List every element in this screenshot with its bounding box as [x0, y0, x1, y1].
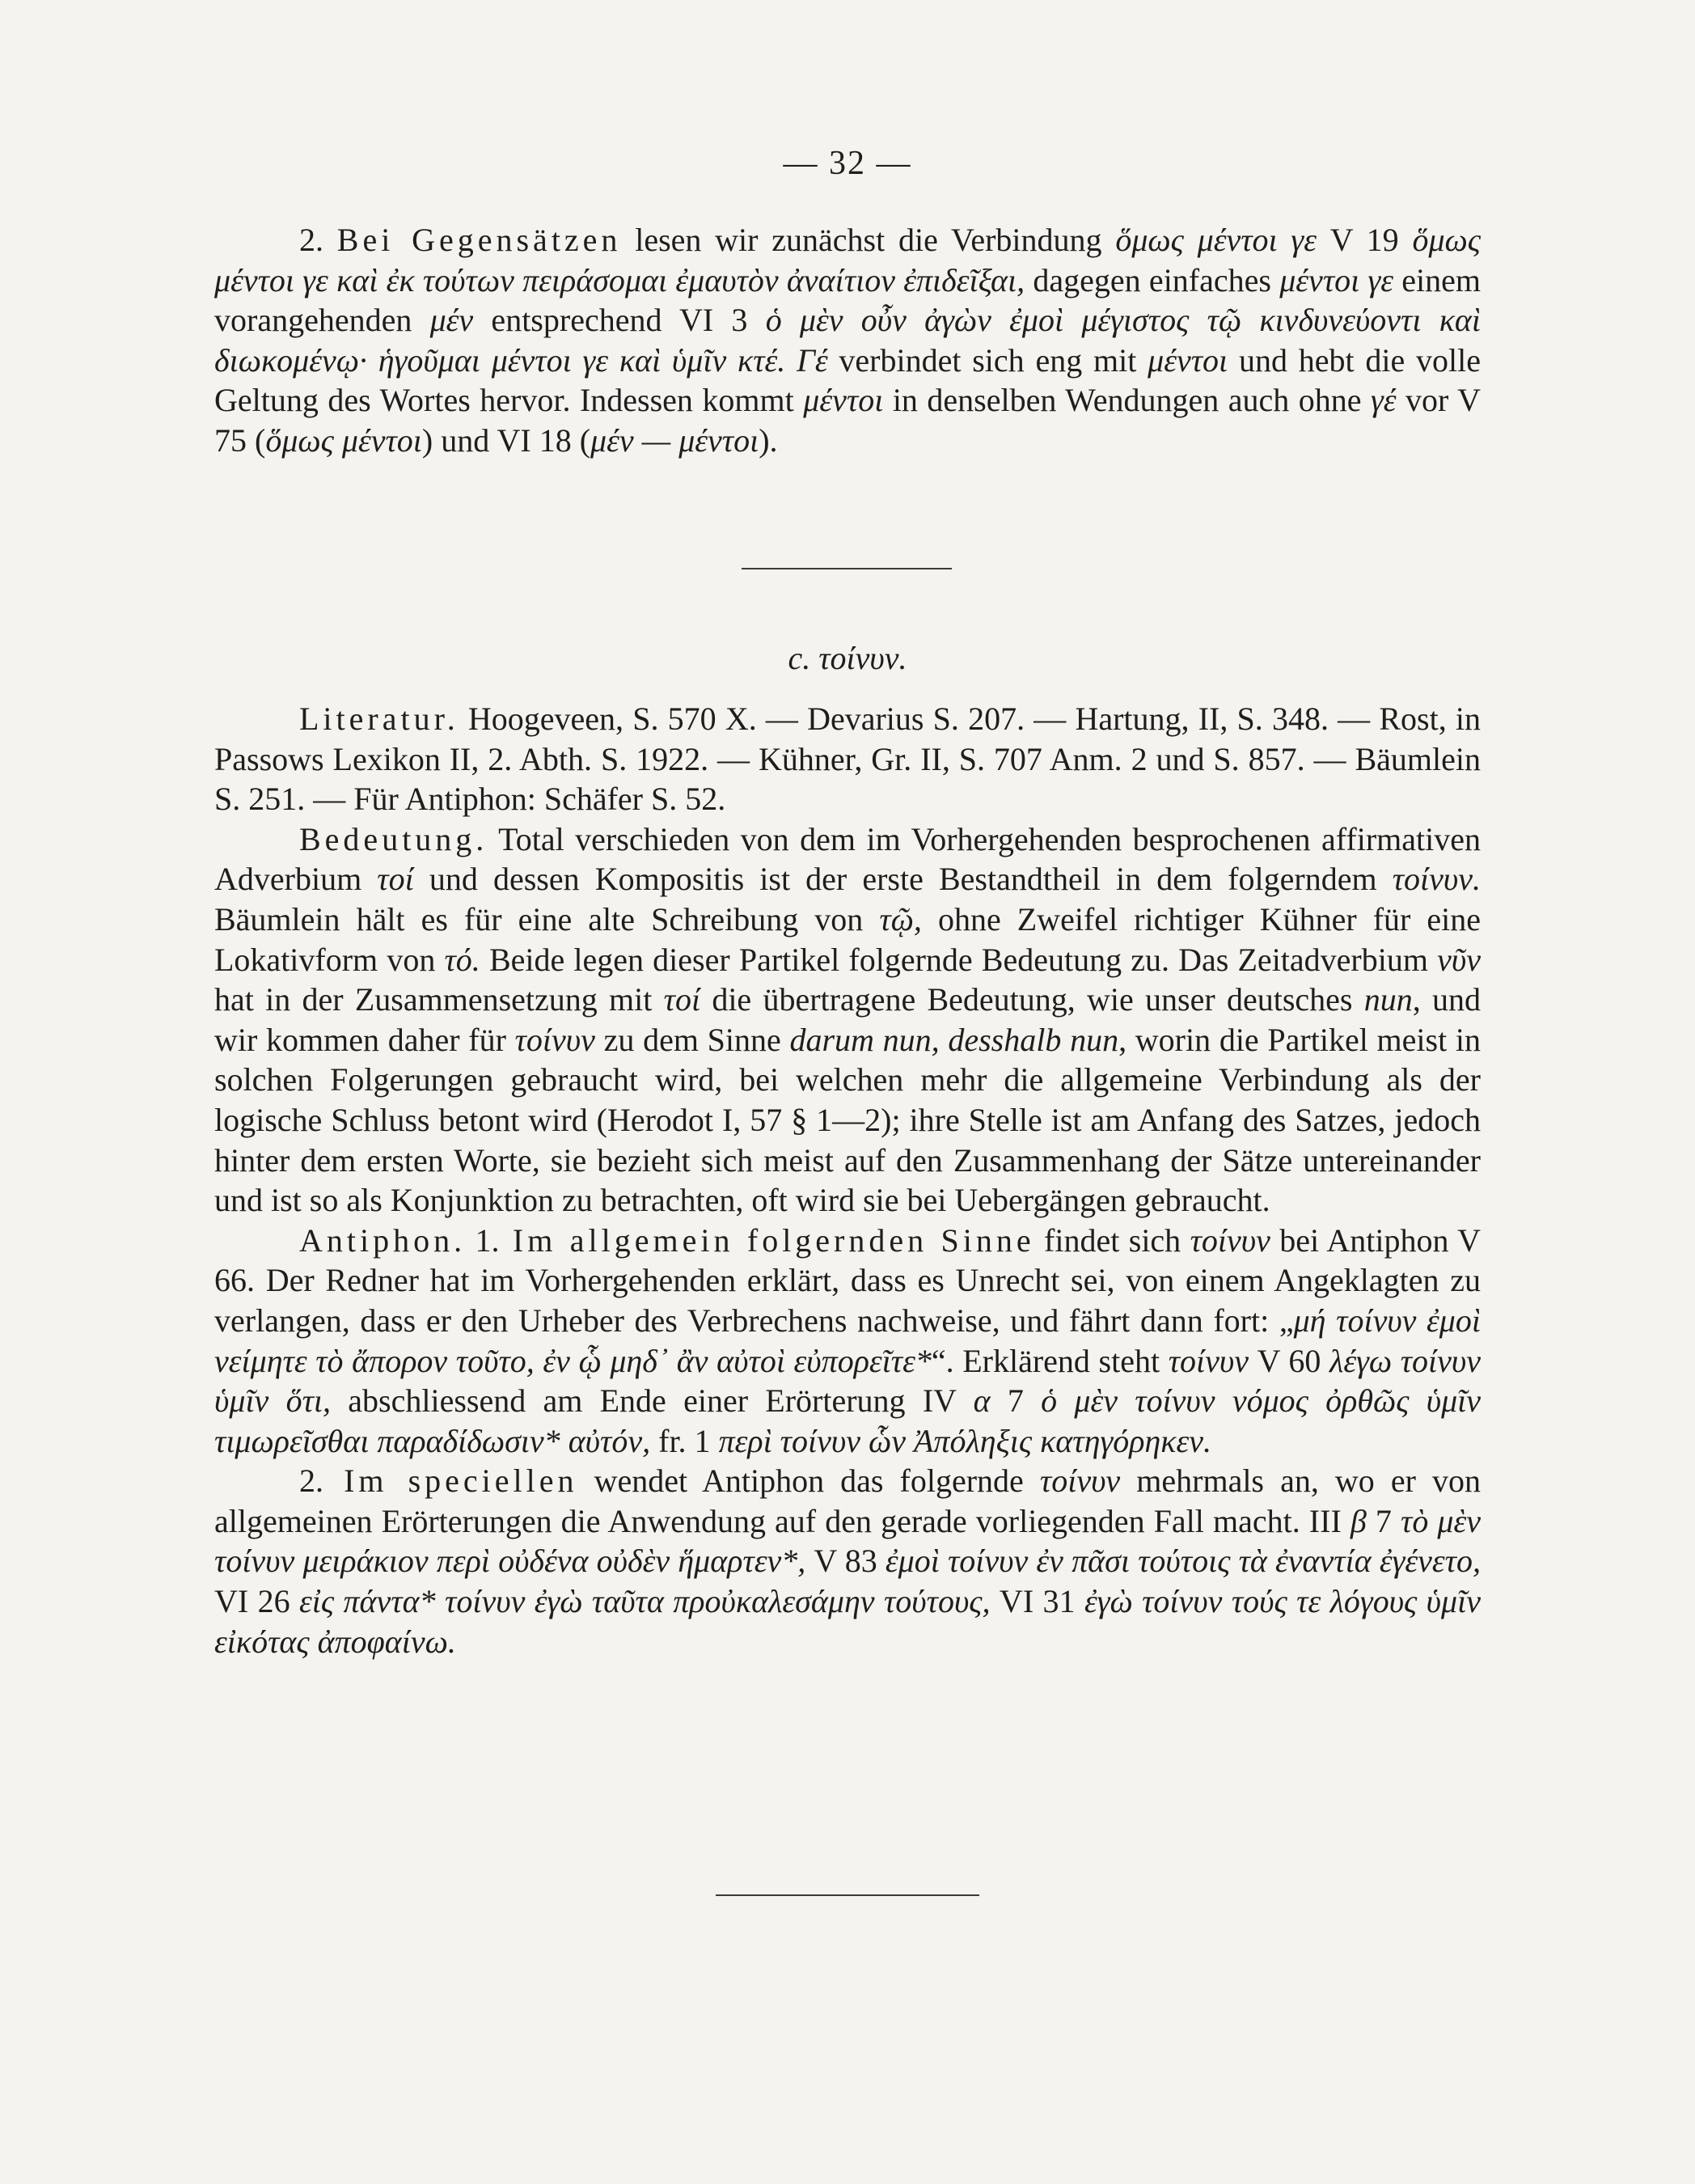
section-divider [742, 568, 952, 569]
paragraph-antiphon-2: 2. Im speciellen wendet Antiphon das folgernde τοίνυν mehrmals an, wo er von allgemeinen Erörterungen die Anwendung auf den gerade vorliegenden Fall macht. III β 7 τὸ μὲν τοίνυν μειράκιον περὶ οὐδένα οὐδὲν ἥμαρτεν*, V 83 ἐμοὶ τοίνυν ἐν πᾶσι τούτοις τὰ ἐναντία ἐγένετο, VI 26 εἰς πάντα* τοίνυν ἐγὼ ταῦτα προὐκαλεσάμην τούτους, VI 31 ἐγὼ τοίνυν τούς τε λόγους ὑμῖν εἰκότας ἀποφαίνω. [214, 1462, 1482, 1660]
greek-text: τῷ, [879, 900, 922, 938]
greek-text: εἰς πάντα* τοίνυν ἐγὼ ταῦτα προὐκαλεσάμην τούτους, [299, 1583, 991, 1620]
greek-text: τοί [663, 981, 701, 1018]
greek-text: ὅμως μέντοι [265, 421, 422, 459]
greek-text: μέντοι [803, 382, 884, 419]
greek-text: τοί [377, 861, 414, 898]
paragraph-literatur: Literatur. Hoogeveen, S. 570 X. — Devarius S. 207. — Hartung, II, S. 348. — Rost, in Passows Lexikon II, 2. Abth. S. 1922. — Kühner, Gr. II, S. 707 Anm. 2 und S. 857. — Bäumlein S. 251. — Für Antiphon: Schäfer S. 52. [214, 700, 1481, 818]
section-b-conclusion [214, 220, 1481, 461]
greek-text: α [973, 1382, 991, 1420]
greek-text: νῦν [1437, 941, 1481, 978]
greek-text: τοίνυν [1039, 1462, 1121, 1500]
spaced-heading: Im allgemein folgernden Sinne [499, 1221, 1035, 1259]
page-number: — 32 — [783, 145, 912, 182]
greek-text: τοίνυν. [1392, 861, 1481, 898]
greek-text: ὁ μὲν οὖν ἀγὼν ἐμοὶ μέγιστος τῷ κινδυνεύοντι καὶ διωκομένῳ· ἡγοῦμαι μέντοι γε καὶ ὑμῖν κτέ. [214, 302, 1482, 379]
spaced-heading: Bei Gegensätzen [336, 222, 622, 258]
greek-text: αὐτόν, [568, 1422, 651, 1459]
greek-text: μέν — μέντοι [590, 421, 759, 459]
greek-text: ἐγὼ τοίνυν τούς τε λόγους ὑμῖν εἰκότας ἀποφαίνω. [214, 1583, 1481, 1660]
paragraph-gegensaetze: 2. Bei Gegensätzen lesen wir zunächst die Verbindung ὅμως μέντοι γε V 19 ὅμως μέντοι γε καὶ ἐκ τούτων πειράσομαι ἐμαυτὸν ἀναίτιον ἐπιδεῖξαι, dagegen einfaches μέντοι γε einem vorangehenden μέν entsprechend VI 3 ὁ μὲν οὖν ἀγὼν ἐμοὶ μέγιστος τῷ κινδυνεύοντι καὶ διωκομένῳ· ἡγοῦμαι μέντοι γε καὶ ὑμῖν κτέ. Γέ verbindet sich eng mit μέντοι und hebt die volle Geltung des Wortes hervor. Indessen kommt μέντοι in denselben Wendungen auch ohne γέ vor V 75 (ὅμως μέντοι) und VI 18 (μέν — μέντοι). [214, 222, 1482, 459]
greek-text: ἐμοὶ τοίνυν ἐν πᾶσι τούτοις τὰ ἐναντία ἐγένετο, [885, 1543, 1481, 1580]
spaced-heading: Bedeutung. [299, 820, 488, 857]
greek-text: τοίνυν [1190, 1221, 1270, 1259]
section-c-toinyn [214, 699, 1481, 1661]
greek-text: μέντοι [1148, 341, 1228, 379]
greek-text: περὶ τοίνυν ὧν Ἀπόληξις κατηγόρηκεν. [718, 1422, 1211, 1459]
section-title: c. τοίνυν. [788, 640, 907, 676]
footnote-divider [716, 1894, 979, 1896]
greek-text: ὁ μὲν τοίνυν νόμος ὀρθῶς ὑμῖν τιμωρεῖσθαι παραδίδωσιν* [214, 1382, 1482, 1459]
greek-text: τὸ μὲν τοίνυν μειράκιον περὶ οὐδένα οὐδὲν ἥμαρτεν*, [214, 1502, 1482, 1580]
greek-text: ὅμως μέντοι γε καὶ ἐκ τούτων πειράσομαι ἐμαυτὸν ἀναίτιον ἐπιδεῖξαι, [214, 222, 1482, 298]
greek-text: γέ [1370, 382, 1397, 419]
spaced-heading: Literatur. [299, 700, 459, 737]
greek-text: λέγω τοίνυν ὑμῖν ὅτι, [214, 1342, 1481, 1420]
greek-text: μέντοι γε [1279, 261, 1394, 298]
greek-text: β [1350, 1502, 1367, 1539]
italic-text: nun [1363, 981, 1413, 1018]
spaced-heading: Im speciellen [323, 1462, 578, 1500]
greek-text: τοίνυν [1168, 1342, 1249, 1379]
greek-text: τοίνυν [514, 1021, 595, 1058]
greek-text: μέν [429, 302, 474, 339]
paragraph-antiphon-1: Antiphon. 1. Im allgemein folgernden Sinne findet sich τοίνυν bei Antiphon V 66. Der Redner hat im Vorhergehenden erklärt, dass es Unrecht sei, von einem Angeklagten zu verlangen, dass er den Urheber des Verbrechens nachweise, und fährt dann fort: „μή τοίνυν ἐμοὶ νείμητε τὸ ἄπορον τοῦτο, ἐν ᾧ μηδ᾽ ἂν αὐτοὶ εὐπορεῖτε*“. Erklärend steht τοίνυν V 60 λέγω τοίνυν ὑμῖν ὅτι, abschliessend am Ende einer Erörterung IV α 7 ὁ μὲν τοίνυν νόμος ὀρθῶς ὑμῖν τιμωρεῖσθαι παραδίδωσιν* αὐτόν, fr. 1 περὶ τοίνυν ὧν Ἀπόληξις κατηγόρηκεν. [214, 1221, 1482, 1459]
greek-text: μή τοίνυν ἐμοὶ νείμητε τὸ ἄπορον τοῦτο, ἐν ᾧ μηδ᾽ ἂν αὐτοὶ εὐπορεῖτε* [214, 1302, 1481, 1379]
greek-text: Γέ [797, 341, 828, 379]
spaced-heading: Antiphon. [299, 1221, 467, 1259]
italic-text: darum nun, desshalb nun [789, 1021, 1119, 1058]
paragraph-bedeutung: Bedeutung. Total verschieden von dem im Vorhergehenden besprochenen affirmativen Adverbium τοί und dessen Kompositis ist der erste Bestandtheil in dem folgerndem τοίνυν. Bäumlein hält es für eine alte Schreibung von τῷ, ohne Zweifel richtiger Kühner für eine Lokativform von τό. Beide legen dieser Partikel folgernde Bedeutung zu. Das Zeitadverbium νῦν hat in der Zusammensetzung mit τοί die übertragene Bedeutung, wie unser deutsches nun, und wir kommen daher für τοίνυν zu dem Sinne darum nun, desshalb nun, worin die Partikel meist in solchen Folgerungen gebraucht wird, bei welchen mehr die allgemeine Verbindung als der logische Schluss betont wird (Herodot I, 57 § 1—2); ihre Stelle ist am Anfang des Satzes, jedoch hinter dem ersten Worte, sie bezieht sich meist auf den Zusammenhang der Sätze untereinander und ist so als Konjunktion zu betrachten, oft wird sie bei Uebergängen gebraucht. [214, 820, 1482, 1219]
greek-text: ὅμως μέντοι γε [1115, 222, 1317, 258]
greek-text: τό. [444, 941, 480, 978]
